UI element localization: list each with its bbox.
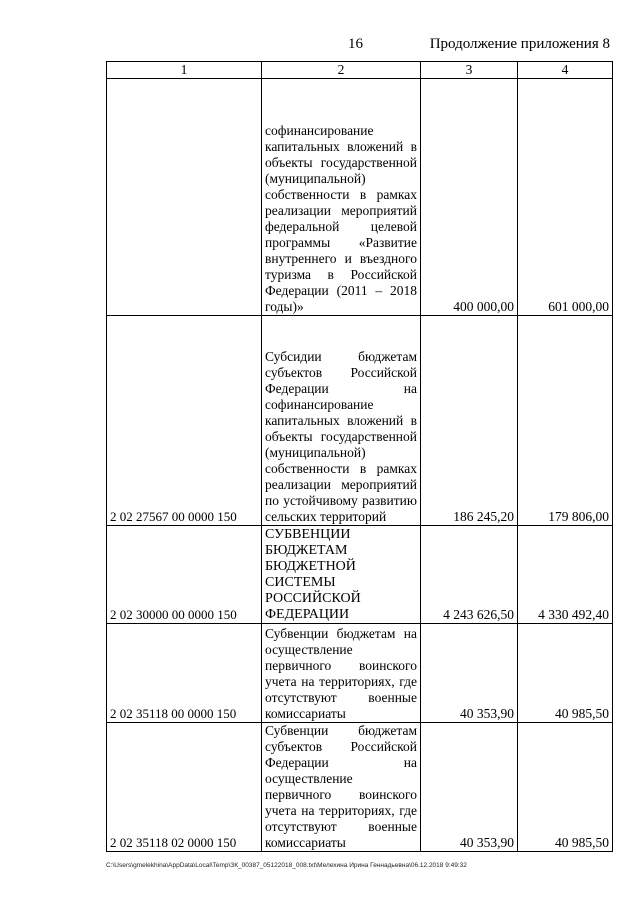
amount-col3: 186 245,20 bbox=[421, 316, 518, 526]
amount-col3: 400 000,00 bbox=[421, 79, 518, 316]
budget-table bbox=[106, 61, 613, 852]
column-number: 4 bbox=[518, 62, 613, 79]
column-number-row bbox=[107, 62, 613, 79]
row-description: СУБВЕНЦИИ БЮДЖЕТАМ БЮДЖЕТНОЙ СИСТЕМЫ РОССИЙСКОЙ ФЕДЕРАЦИИ bbox=[262, 526, 421, 624]
table-row bbox=[107, 526, 613, 624]
amount-col4: 4 330 492,40 bbox=[518, 526, 613, 624]
amount-col4: 40 985,50 bbox=[518, 624, 613, 723]
amount-col3: 40 353,90 bbox=[421, 624, 518, 723]
budget-code: 2 02 27567 00 0000 150 bbox=[107, 316, 262, 526]
table-row bbox=[107, 316, 613, 526]
file-path-footer: C:\Users\gmelekhina\AppData\Local\Temp\ЗК_00387_05122018_008.txt\Мелехина Ирина Геннадьевна\06.12.2018 9:49:32 bbox=[106, 862, 467, 869]
page-number: 16 bbox=[348, 36, 363, 52]
row-description: Субвенции бюджетам субъектов Российской Федерации на осуществление первичного воинского учета на территориях, где отсутствуют военные комиссариаты bbox=[262, 723, 421, 852]
table-row bbox=[107, 723, 613, 852]
budget-code bbox=[107, 79, 262, 316]
column-number: 2 bbox=[262, 62, 421, 79]
table-row bbox=[107, 79, 613, 316]
amount-col4: 40 985,50 bbox=[518, 723, 613, 852]
budget-code: 2 02 30000 00 0000 150 bbox=[107, 526, 262, 624]
row-description: Субсидии бюджетам субъектов Российской Федерации на софинансирование капитальных вложений в объекты государственной (муниципальной) собственности в рамках реализации мероприятий по устойчивому развитию сельских территорий bbox=[262, 316, 421, 526]
column-number: 1 bbox=[107, 62, 262, 79]
amount-col4: 601 000,00 bbox=[518, 79, 613, 316]
budget-code: 2 02 35118 02 0000 150 bbox=[107, 723, 262, 852]
page-caption: Продолжение приложения 8 bbox=[429, 36, 610, 52]
table-row bbox=[107, 624, 613, 723]
row-description: Субвенции бюджетам на осуществление первичного воинского учета на территориях, где отсутствуют военные комиссариаты bbox=[262, 624, 421, 723]
amount-col3: 4 243 626,50 bbox=[421, 526, 518, 624]
column-number: 3 bbox=[421, 62, 518, 79]
row-description: софинансирование капитальных вложений в объекты государственной (муниципальной) собственности в рамках реализации мероприятий федеральной целевой программы «Развитие внутреннего и въездного туризма в Российской Федерации (2011 – 2018 годы)» bbox=[262, 79, 421, 316]
budget-code: 2 02 35118 00 0000 150 bbox=[107, 624, 262, 723]
amount-col4: 179 806,00 bbox=[518, 316, 613, 526]
amount-col3: 40 353,90 bbox=[421, 723, 518, 852]
